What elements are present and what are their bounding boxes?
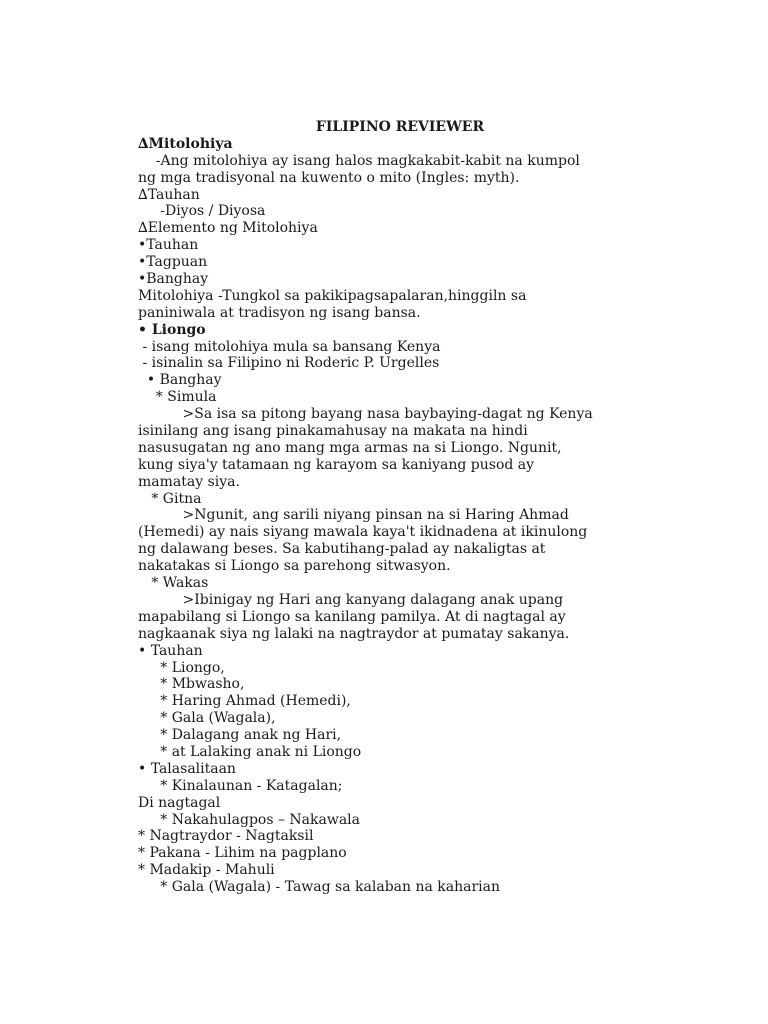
- text-line: * Kinalaunan - Katagalan;: [138, 777, 343, 794]
- text-line: • Tauhan: [138, 642, 203, 659]
- text-line: ng dalawang beses. Sa kabutihang-palad ay nakaligtas at: [138, 541, 546, 558]
- text-line: * at Lalaking anak ni Liongo: [138, 743, 362, 760]
- text-line: ∆Mitolohiya: [138, 135, 233, 152]
- text-line: •Tagpuan: [138, 254, 208, 271]
- text-line: • Banghay: [138, 372, 222, 389]
- text-line: mapabilang si Liongo sa kanilang pamilya. At di nagtagal ay: [138, 608, 566, 625]
- text-line: - isinalin sa Filipino ni Roderic P. Urgelles: [138, 355, 440, 372]
- text-line: * Liongo,: [138, 659, 225, 676]
- text-line: (Hemedi) ay nais siyang mawala kaya't ikidnadena at ikinulong: [138, 524, 588, 541]
- text-line: * Dalagang anak ng Hari,: [138, 727, 342, 744]
- text-line: * Gitna: [138, 490, 202, 507]
- text-line: >Sa isa sa pitong bayang nasa baybaying-dagat ng Kenya: [138, 406, 593, 423]
- text-line: * Mbwasho,: [138, 676, 245, 693]
- text-line: Di nagtagal: [138, 794, 221, 811]
- text-line: paniniwala at tradisyon ng isang bansa.: [138, 304, 421, 321]
- text-line: >Ngunit, ang sarili niyang pinsan na si Haring Ahmad: [138, 507, 569, 524]
- text-line: * Pakana - Lihim na pagplano: [138, 845, 347, 862]
- document-lines: [138, 136, 638, 896]
- text-line: * Nagtraydor - Nagtaksil: [138, 828, 314, 845]
- text-line: nagkaanak siya ng lalaki na nagtraydor at pumatay sakanya.: [138, 625, 570, 642]
- text-line: ∆Elemento ng Mitolohiya: [138, 220, 318, 237]
- text-line: • Talasalitaan: [138, 760, 236, 777]
- text-line: nasusugatan ng ano mang mga armas na si Liongo. Ngunit,: [138, 439, 562, 456]
- text-line: * Gala (Wagala) - Tawag sa kalaban na kaharian: [138, 879, 501, 896]
- text-line: ng mga tradisyonal na kuwento o mito (Ingles: myth).: [138, 169, 520, 186]
- text-line: -Ang mitolohiya ay isang halos magkakabit-kabit na kumpol: [138, 152, 580, 169]
- text-line: * Nakahulagpos – Nakawala: [138, 811, 361, 828]
- document-title: FILIPINO REVIEWER: [315, 119, 485, 135]
- text-line: * Madakip - Mahuli: [138, 862, 275, 879]
- text-line: Mitolohiya -Tungkol sa pakikipagsapalaran,hinggiln sa: [138, 287, 527, 304]
- text-line: isinilang ang isang pinakamahusay na makata na hindi: [138, 423, 528, 440]
- text-line: ∆Tauhan: [138, 186, 200, 203]
- text-line: -Diyos / Diyosa: [138, 203, 266, 220]
- text-line: * Haring Ahmad (Hemedi),: [138, 693, 351, 710]
- text-line: >Ibinigay ng Hari ang kanyang dalagang anak upang: [138, 591, 564, 608]
- text-line: - isang mitolohiya mula sa bansang Kenya: [138, 338, 441, 355]
- text-line: nakatakas si Liongo sa parehong sitwasyon.: [138, 558, 451, 575]
- text-line: •Tauhan: [138, 237, 199, 254]
- text-line: * Simula: [138, 389, 217, 406]
- text-line: mamatay siya.: [138, 473, 240, 490]
- document-body: [138, 119, 638, 896]
- text-line: kung siya'y tatamaan ng karayom sa kaniyang pusod ay: [138, 456, 535, 473]
- text-line: • Liongo: [138, 321, 206, 338]
- text-line: •Banghay: [138, 271, 209, 288]
- text-line: * Wakas: [138, 575, 209, 592]
- text-line: * Gala (Wagala),: [138, 710, 276, 727]
